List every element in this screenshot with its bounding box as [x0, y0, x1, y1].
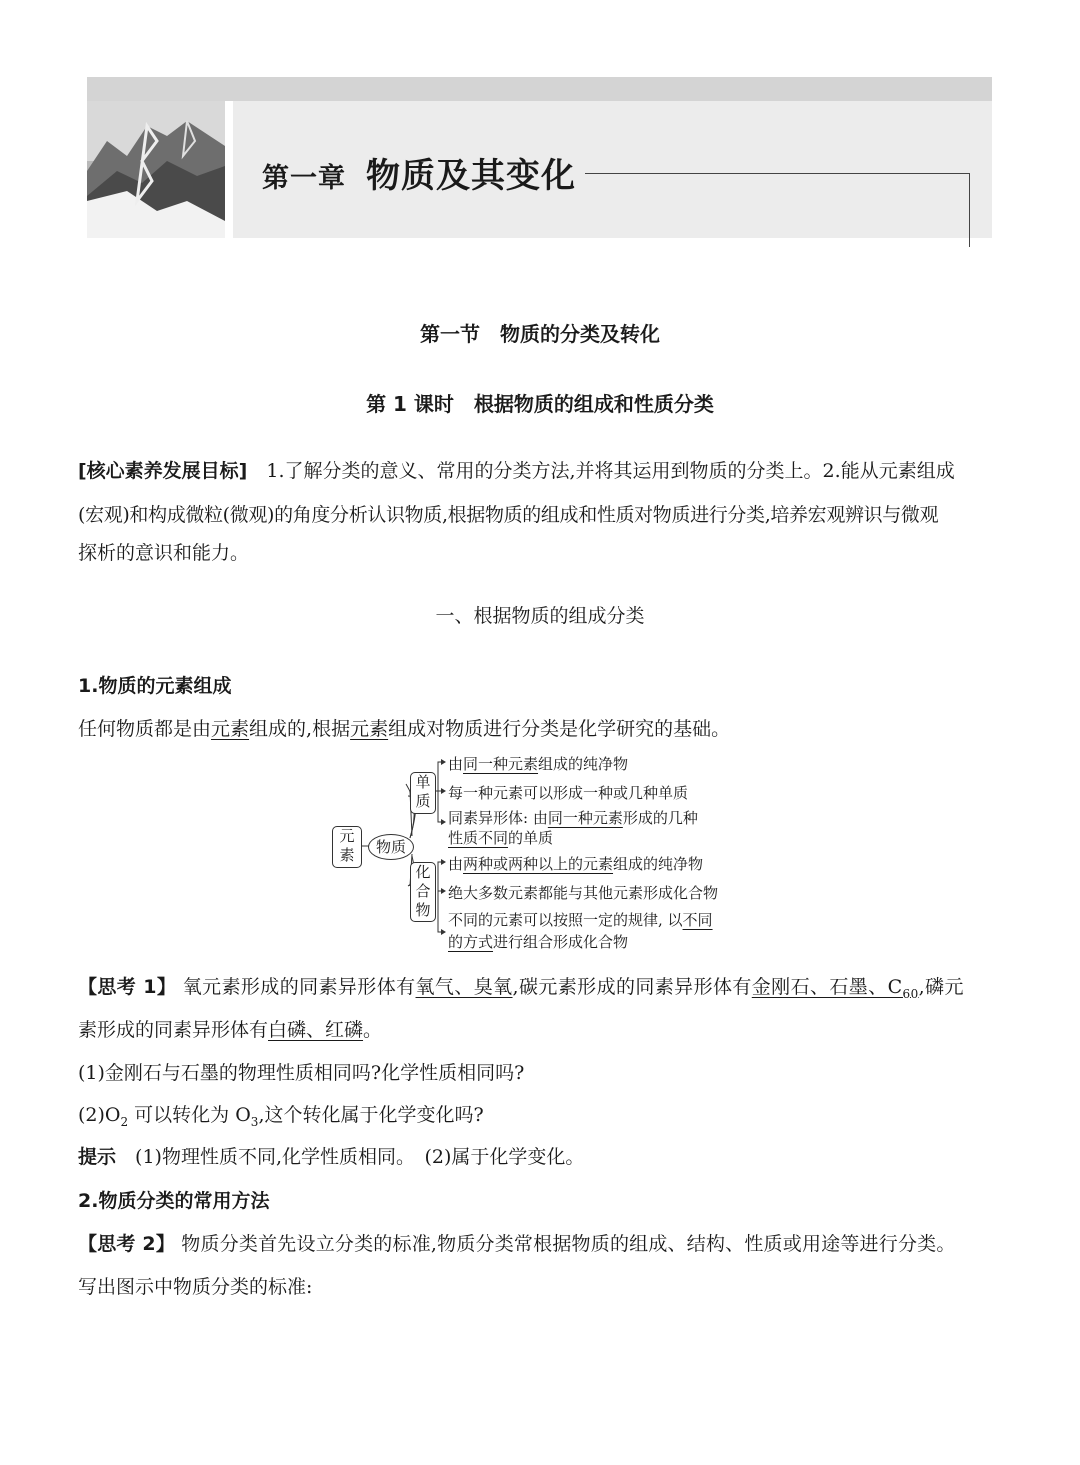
allotrope-def: 同素异形体: 由同一种元素形成的几种 性质不同的单质	[448, 809, 698, 847]
chapter-title	[262, 148, 576, 197]
compound-def: 由两种或两种以上的元素组成的纯净物	[448, 855, 704, 873]
mountain-image	[87, 101, 225, 238]
hint-label: 提示	[78, 1146, 117, 1168]
classification-diagram	[330, 746, 780, 956]
goals-line-1: [核心素养发展目标] 1.了解分类的意义、常用的分类方法,并将其运用到物质的分类上。2.能从元素组成	[78, 460, 955, 482]
simple-substance-box: 单 质	[410, 772, 436, 814]
sub1-text: 任何物质都是由元素组成的,根据元素组成对物质进行分类是化学研究的基础。	[78, 718, 731, 740]
part-1-title: 一、根据物质的组成分类	[435, 605, 645, 627]
think-1-line-2: 素形成的同素异形体有白磷、红磷。	[78, 1019, 383, 1041]
goals-label: [核心素养发展目标]	[78, 460, 248, 482]
chapter-number: 第一章	[262, 163, 346, 194]
think-1-label: 【思考 1】	[78, 976, 177, 998]
banner-separator	[225, 101, 233, 238]
compound-box: 化 合 物	[410, 862, 436, 922]
think-1-question-1: (1)金刚石与石墨的物理性质相同吗?化学性质相同吗?	[78, 1062, 525, 1084]
root-box-element: 元 素	[332, 826, 362, 868]
think-1-question-2: $(2)O_2$ 可以转化为 $O_3$,这个转化属于化学变化吗?	[78, 1104, 484, 1129]
think-2-line-1: 【思考 2】 物质分类首先设立分类的标准,物质分类常根据物质的组成、结构、性质或用途等进行分类。	[78, 1233, 956, 1255]
chapter-name: 物质及其变化	[366, 156, 576, 196]
banner-top-strip	[87, 77, 992, 101]
banner-rule-horizontal	[585, 173, 970, 174]
lesson-title: 第 1 课时 根据物质的组成和性质分类	[366, 392, 714, 416]
think-2-label: 【思考 2】	[78, 1233, 176, 1255]
banner-rule-vertical	[969, 173, 970, 247]
underlined-answer: 元素	[211, 718, 250, 740]
think-1-hint: 提示 (1)物理性质不同,化学性质相同。 (2)属于化学变化。	[78, 1146, 585, 1168]
simple-def: 由同一种元素组成的纯净物	[448, 755, 629, 773]
compound-note: 绝大多数元素都能与其他元素形成化合物	[448, 884, 719, 902]
underlined-answer: 氧气、臭氧	[415, 976, 513, 998]
subheading-1: 1.物质的元素组成	[78, 675, 232, 697]
think-1-line-1: 【思考 1】 氧元素形成的同素异形体有氧气、臭氧,碳元素形成的同素异形体有金刚石、石墨、$C_{60}$,磷元	[78, 976, 964, 1001]
underlined-answer: 金刚石、石墨、$C_{60}$	[751, 976, 919, 1001]
underlined-answer: 白磷、红磷	[268, 1019, 364, 1041]
section-title: 第一节 物质的分类及转化	[420, 322, 660, 346]
goals-line-2: (宏观)和构成微粒(微观)的角度分析认识物质,根据物质的组成和性质对物质进行分类,培养宏观辨识与微观	[78, 504, 939, 526]
simple-note: 每一种元素可以形成一种或几种单质	[448, 784, 689, 802]
matter-ellipse: 物质	[368, 834, 414, 860]
think-2-line-2: 写出图示中物质分类的标准:	[78, 1276, 313, 1298]
compound-rule: 不同的元素可以按照一定的规律, 以不同 的方式进行组合形成化合物	[448, 911, 713, 951]
underlined-answer: 元素	[350, 718, 389, 740]
goals-line-3: 探析的意识和能力。	[78, 542, 250, 564]
subheading-2: 2.物质分类的常用方法	[78, 1190, 270, 1212]
